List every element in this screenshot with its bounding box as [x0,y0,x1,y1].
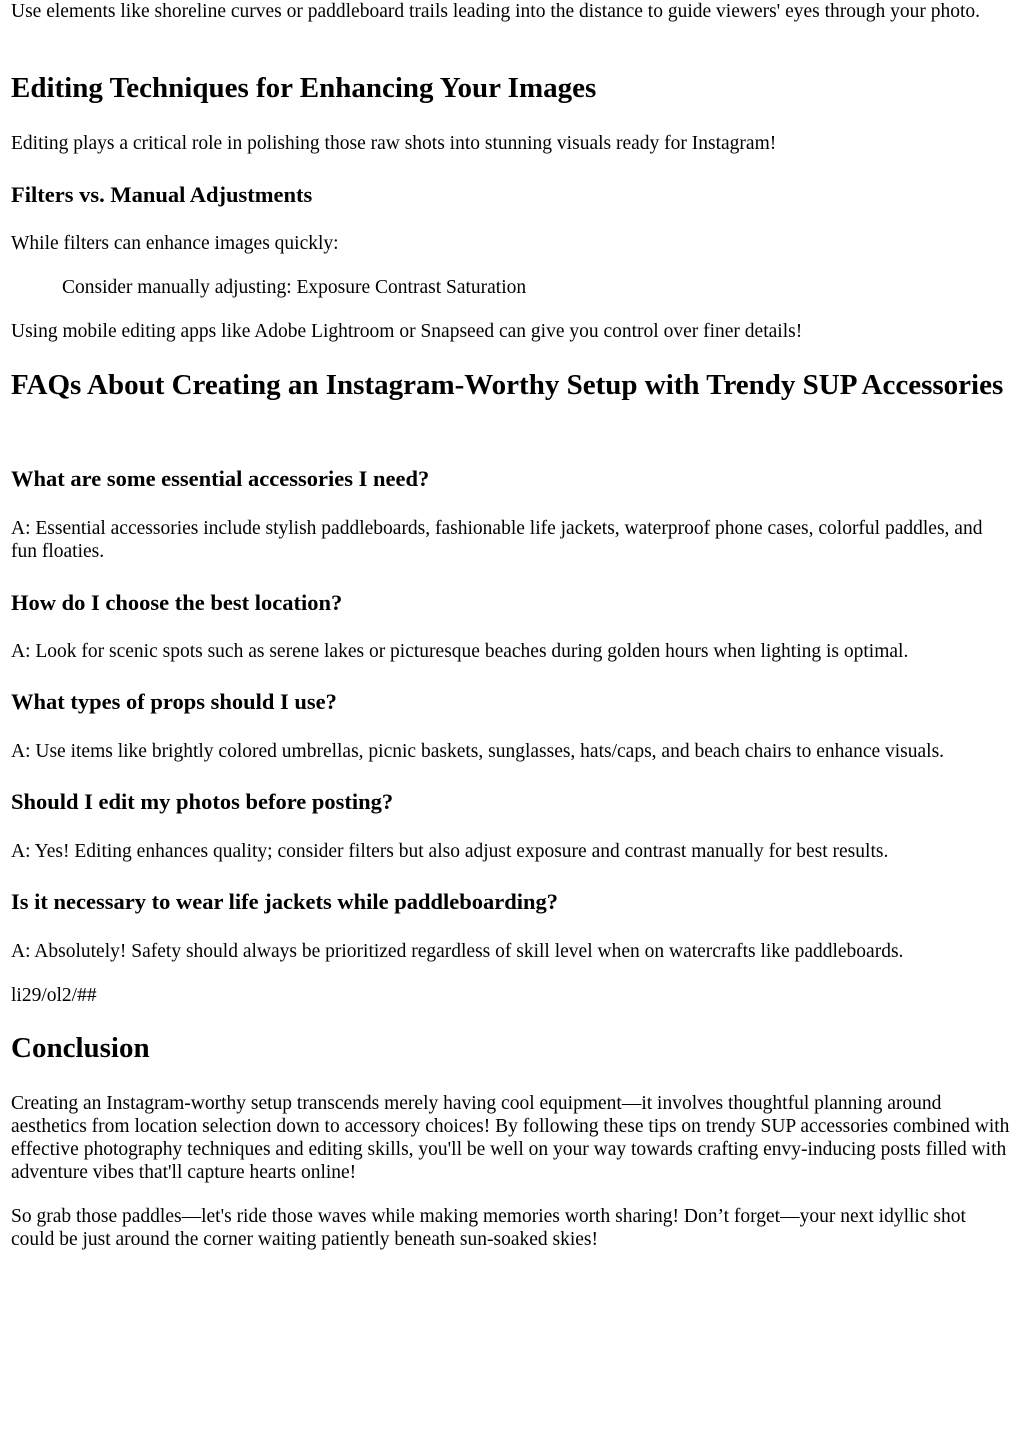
conclusion-heading: Conclusion [11,1032,150,1064]
faq-question-5: Is it necessary to wear life jackets while paddleboarding? [11,889,559,914]
faq-question-4: Should I edit my photos before posting? [11,789,394,814]
editing-heading: Editing Techniques for Enhancing Your Images [11,72,597,104]
faq-answer-5: A: Absolutely! Safety should always be prioritized regardless of skill level when on watercrafts like paddleboards. [11,941,904,962]
faq-answer-2: A: Look for scenic spots such as serene lakes or picturesque beaches during golden hours when lighting is optimal. [11,641,909,662]
manual-adjustments-list: Consider manually adjusting: Exposure Contrast Saturation [62,277,527,298]
filters-paragraph: While filters can enhance images quickly: [11,233,339,254]
faq-question-1: What are some essential accessories I need? [11,466,430,491]
faq-answer-4: A: Yes! Editing enhances quality; consider filters but also adjust exposure and contrast manually for best results. [11,841,889,862]
conclusion-paragraph-1: Creating an Instagram-worthy setup transcends merely having cool equipment—it involves thoughtful planning around aesthetics from location selection down to accessory choices! By following these tips on trendy SUP accessories combined with effective photography techniques and editing skills, you'll be well on your way towards crafting envy-inducing posts filled with adventure vibes that'll capture hearts online! [11,1093,1010,1183]
editing-apps-paragraph: Using mobile editing apps like Adobe Lightroom or Snapseed can give you control over finer details! [11,321,803,342]
conclusion-paragraph-2: So grab those paddles—let's ride those waves while making memories worth sharing! Don’t forget—your next idyllic shot could be just around the corner waiting patiently beneath sun-soaked skies! [11,1206,966,1250]
intro-continuation-paragraph: Use elements like shoreline curves or paddleboard trails leading into the distance to guide viewers' eyes through your photo. [11,1,981,22]
filters-heading: Filters vs. Manual Adjustments [11,182,313,207]
faq-trailing-code: li29/ol2/## [11,985,97,1006]
editing-intro-paragraph: Editing plays a critical role in polishing those raw shots into stunning visuals ready for Instagram! [11,133,777,154]
faq-answer-1: A: Essential accessories include stylish paddleboards, fashionable life jackets, waterproof phone cases, colorful paddles, and fun floaties. [11,518,983,562]
faq-question-3: What types of props should I use? [11,689,337,714]
faq-question-2: How do I choose the best location? [11,590,343,615]
faq-answer-3: A: Use items like brightly colored umbrellas, picnic baskets, sunglasses, hats/caps, and beach chairs to enhance visuals. [11,741,945,762]
faq-heading: FAQs About Creating an Instagram-Worthy Setup with Trendy SUP Accessories [11,369,1004,401]
